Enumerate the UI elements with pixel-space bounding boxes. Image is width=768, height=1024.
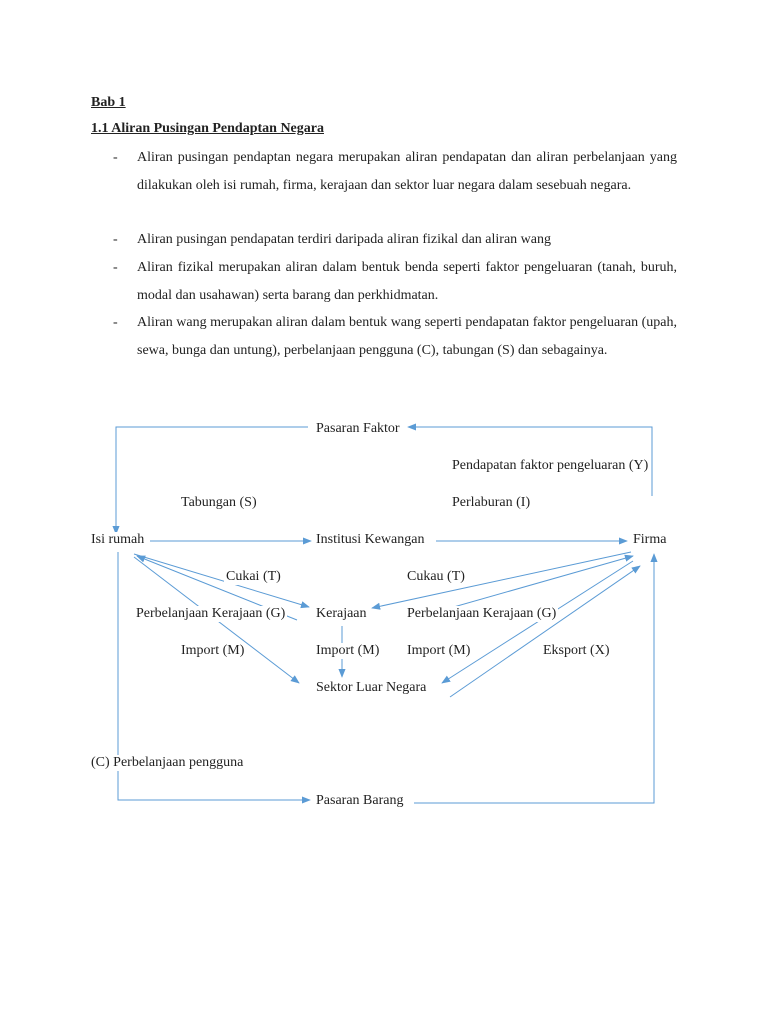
node-pasaran-barang: Pasaran Barang (316, 793, 404, 808)
arrow-sektor-luar-to-firma (450, 566, 640, 697)
bullet-marker: - (113, 150, 118, 165)
label-eksport: Eksport (X) (543, 643, 610, 658)
node-isi-rumah: Isi rumah (91, 532, 145, 547)
label-perbelanjaan-kerajaan-left: Perbelanjaan Kerajaan (G) (136, 606, 286, 621)
label-perbelanjaan-pengguna: (C) Perbelanjaan pengguna (91, 755, 244, 770)
label-cukai-right: Cukau (T) (407, 569, 465, 584)
chapter-heading: Bab 1 (91, 95, 126, 110)
label-tabungan: Tabungan (S) (181, 495, 257, 510)
label-import-right: Import (M) (407, 643, 471, 658)
arrow-firma-to-sektor-luar (442, 561, 633, 683)
arrow-pasaran-faktor-to-isi-rumah (116, 427, 308, 534)
bullet-marker: - (113, 260, 118, 275)
label-pendapatan-faktor: Pendapatan faktor pengeluaran (Y) (452, 458, 649, 473)
label-perlaburan: Perlaburan (I) (452, 495, 531, 510)
label-import-mid: Import (M) (316, 643, 380, 658)
section-title: 1.1 Aliran Pusingan Pendaptan Negara (91, 121, 324, 136)
node-firma: Firma (633, 532, 667, 547)
bullet-marker: - (113, 315, 118, 330)
bullet-text: Aliran pusingan pendaptan negara merupakan aliran pendapatan dan aliran perbelanjaan yang dilakukan oleh isi rumah, firma, kerajaan dan sektor luar negara dalam sesebuah negara. (137, 150, 677, 193)
label-import-left: Import (M) (181, 643, 245, 658)
bullet-text: Aliran pusingan pendapatan terdiri daripada aliran fizikal dan aliran wang (137, 232, 551, 247)
bullet-text: Aliran fizikal merupakan aliran dalam bentuk benda seperti faktor pengeluaran (tanah, buruh, modal dan usahawan) serta barang dan perkhidmatan. (137, 260, 677, 303)
bullet-text: Aliran wang merupakan aliran dalam bentuk wang seperti pendapatan faktor pengeluaran (upah, sewa, bunga dan untung), perbelanjaan pengguna (C), tabungan (S) dan sebagainya. (137, 315, 677, 358)
node-sektor-luar-negara: Sektor Luar Negara (316, 680, 427, 695)
label-cukai-left: Cukai (T) (226, 569, 281, 584)
node-pasaran-faktor: Pasaran Faktor (316, 421, 400, 436)
node-institusi-kewangan: Institusi Kewangan (316, 532, 425, 547)
bullet-marker: - (113, 232, 118, 247)
label-perbelanjaan-kerajaan-right: Perbelanjaan Kerajaan (G) (407, 606, 557, 621)
node-kerajaan: Kerajaan (316, 606, 367, 621)
